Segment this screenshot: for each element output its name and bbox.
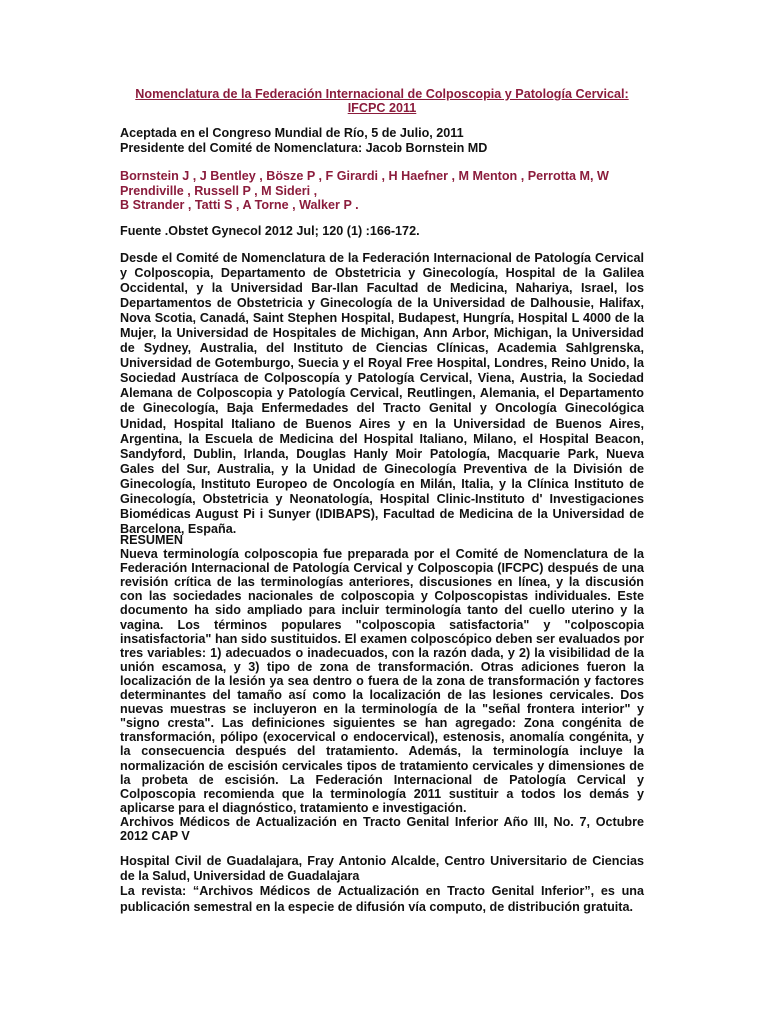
authors-line-1: Bornstein J , J Bentley , Bösze P , F Girardi , H Haefner , M Menton , Perrotta M, W Prendiville , Russell P , M Sideri , <box>120 169 609 198</box>
document-title <box>120 87 644 115</box>
summary-section <box>120 533 644 843</box>
publisher-section <box>120 854 644 915</box>
acceptance-info <box>120 126 644 155</box>
affiliations-text: Desde el Comité de Nomenclatura de la Federación Internacional de Patología Cervical y Colposcopia, Departamento de Obstetricia y Ginecología, Hospital de la Galilea Occidental, y la Universidad Bar-Ilan Facultad de Medicina, Nahariya, Israel, los Departamentos de Obstetricia y Ginecología de la Universidad de Dalhousie, Halifax, Nova Scotia, Canadá, Saint Stephen Hospital, Budapest, Hungría, Hospital L 4000 de la Mujer, la Universidad de Hospitales de Michigan, Ann Arbor, Michigan, la Universidad de Sydney, Australia, del Instituto de Ciencias Clínicas, Academia Sahlgrenska, Universidad de Gotemburgo, Suecia y el Royal Free Hospital, Londres, Reino Unido, la Sociedad Austríaca de Colposcopía y Patología Cervical, Viena, Austria, la Sociedad Alemana de Colposcopia y Patología Cervical, Reutlingen, Alemania, el Departamento de Ginecología, Baja Enfermedades del Tracto Genital y Oncología Ginecológica Unidad, Hospital Italiano de Buenos Aires y en la Universidad de Buenos Aires, Argentina, la Escuela de Medicina del Hospital Italiano, Milano, el Hospital Beacon, Sandyford, Dublin, Irlanda, Douglas Hanly Moir Patología, Macquarie Park, Nueva Gales del Sur, Australia, y la Unidad de Ginecología Preventiva de la División de Ginecología, Instituto Europeo de Oncología en Milán, Italia, y la Clínica Instituto de Ginecología, Obstetricia y Neonatología, Hospital Clinic-Instituto d' Investigaciones Biomédicas August Pi i Sunyer (IDIBAPS), Facultad de Medicina de la Universidad de Barcelona, España. <box>120 251 644 536</box>
accepted-line: Aceptada en el Congreso Mundial de Río, 5 de Julio, 2011 <box>120 126 464 140</box>
publisher-note: La revista: “Archivos Médicos de Actualización en Tracto Genital Inferior”, es una publicación semestral en la especie de difusión vía computo, de distribución gratuita. <box>120 884 644 914</box>
author-list <box>120 169 644 213</box>
summary-heading: RESUMEN <box>120 533 183 547</box>
journal-reference: Archivos Médicos de Actualización en Tracto Genital Inferior Año III, No. 7, Octubre 2012 CAP V <box>120 814 644 843</box>
source-citation: Fuente .Obstet Gynecol 2012 Jul; 120 (1) :166-172. <box>120 224 420 238</box>
authors-line-2: B Strander , Tatti S , A Torne , Walker P . <box>120 198 359 213</box>
publisher-institution: Hospital Civil de Guadalajara, Fray Antonio Alcalde, Centro Universitario de Ciencias de la Salud, Universidad de Guadalajara <box>120 854 644 884</box>
title-line-2: IFCPC 2011 <box>347 101 417 115</box>
president-line: Presidente del Comité de Nomenclatura: Jacob Bornstein MD <box>120 140 488 155</box>
summary-body: Nueva terminología colposcopia fue preparada por el Comité de Nomenclatura de la Federación Internacional de Patología Cervical y Colposcopia (IFCPC) después de una revisión crítica de las terminologías anteriores, discusiones en línea, y la discusión con las sociedades nacionales de colposcopia y Colposcopistas individuales. Este documento ha sido ampliado para incluir terminología tanto del cuello uterino y la vagina. Los términos populares "colposcopia satisfactoria" y "colposcopia insatisfactoria" han sido sustituidos. El examen colposcópico deben ser evaluados por tres variables: 1) adecuados o inadecuados, con la razón dada, y 2) la visibilidad de la unión escamosa, y 3) tipo de zona de transformación. Otras adiciones fueron la localización de la lesión ya sea dentro o fuera de la zona de transformación y factores determinantes del tamaño así como la localización de las lesiones cervicales. Dos nuevas muestras se incluyeron en la terminología de la "señal frontera interior" y "signo cresta". Las definiciones siguientes se han agregado: Zona congénita de transformación, pólipo (exocervical o endocervical), estenosis, anomalía congénita, y la consecuencia después del tratamiento. Además, la terminología incluye la normalización de escisión cervicales tipos de tratamiento cervicales y dimensiones de la probeta de escisión. La Federación Internacional de Patología Cervical y Colposcopia recomienda que la terminología 2011 sustituir a todos los demás y aplicarse para el diagnóstico, tratamiento e investigación. <box>120 547 644 815</box>
affiliations-paragraph <box>120 251 644 537</box>
title-line-1: Nomenclatura de la Federación Internacional de Colposcopia y Patología Cervical: <box>135 87 629 101</box>
